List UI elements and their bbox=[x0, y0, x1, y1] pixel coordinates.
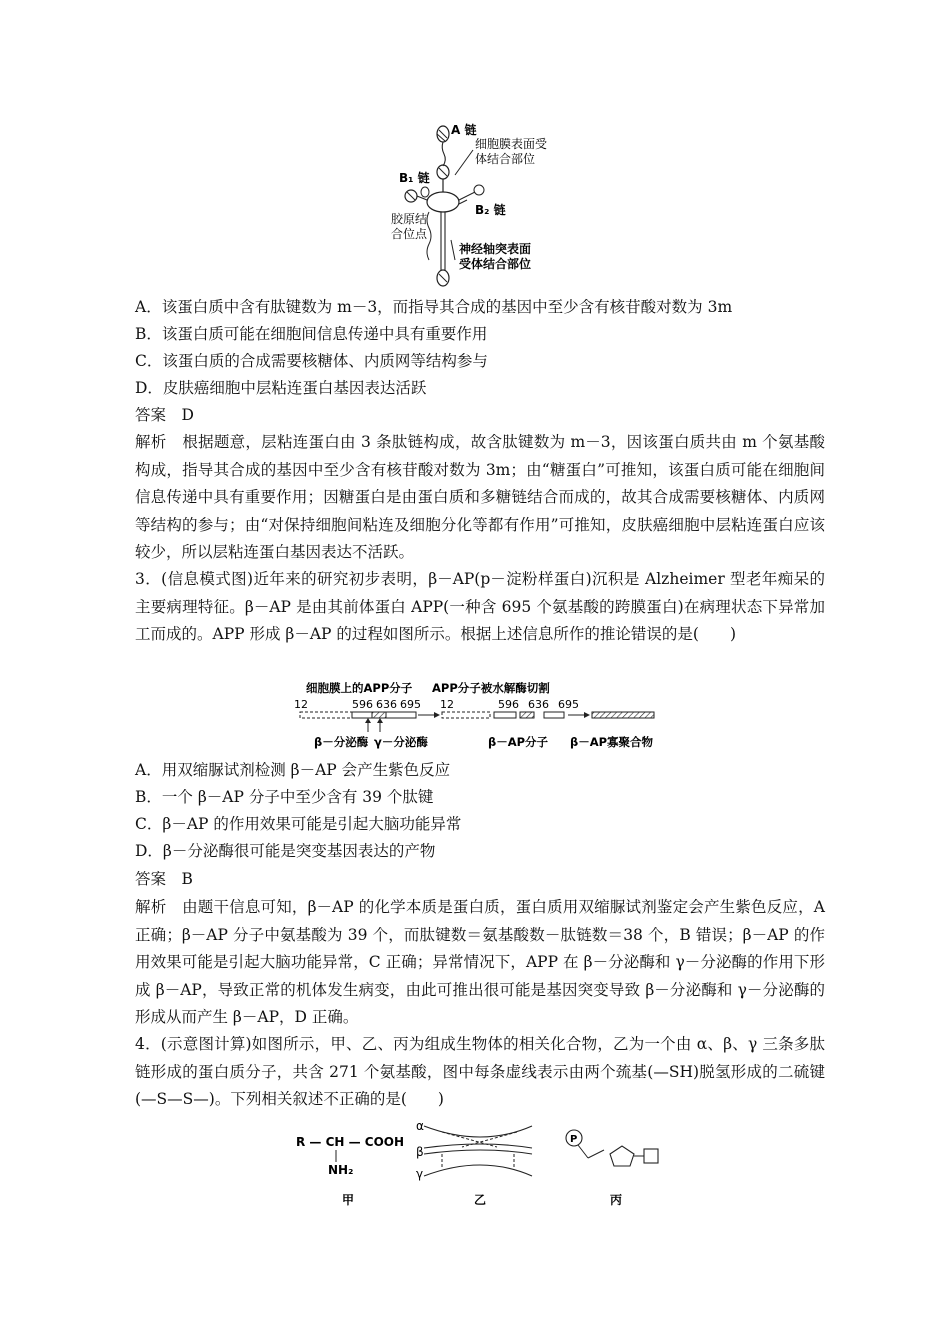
label-neuro-2: 受体结合部位 bbox=[459, 257, 532, 271]
app-num-596a: 596 bbox=[352, 698, 373, 711]
label-collagen-2: 合位点 bbox=[391, 227, 428, 241]
q3-option-a: A．用双缩脲试剂检测 β－AP 会产生紫色反应 bbox=[135, 761, 451, 779]
q3-analysis: 解析 由题干信息可知，β－AP 的化学本质是蛋白质，蛋白质用双缩脲试剂鉴定会产生紫色反应，A 正确；β－AP 分子中氨基酸为 39 个，而肽键数＝氨基酸数－肽链数＝38 个，B 错误；β－AP 的作用效果可能是引起大脑功能异常，C 正确；异常情况下，APP 在 β－分泌酶和 γ－分泌酶的作用下形成 β－AP，导致正常的机体发生病变，由此可推出很可能是基因突变导致 β－分泌酶和 γ－分泌酶的形成从而产生 β－AP，D 正确。 bbox=[135, 898, 825, 1026]
label-yi: 乙 bbox=[474, 1193, 487, 1207]
beta-label: β bbox=[416, 1145, 424, 1159]
label-bing: 丙 bbox=[610, 1193, 623, 1207]
compound-figure bbox=[292, 1118, 672, 1210]
app-title-left: 细胞膜上的APP分子 bbox=[306, 681, 413, 695]
app-num-636b: 636 bbox=[528, 698, 549, 711]
gamma-enzyme-label: γ－分泌酶 bbox=[374, 735, 428, 749]
laminin-figure bbox=[385, 120, 585, 290]
q2-option-d: D．皮肤癌细胞中层粘连蛋白基因表达活跃 bbox=[135, 379, 427, 397]
app-num-636a: 636 bbox=[376, 698, 397, 711]
q3-option-b: B．一个 β－AP 分子中至少含有 39 个肽键 bbox=[135, 788, 434, 806]
app-num-12a: 12 bbox=[294, 698, 308, 711]
q3-option-c: C．β－AP 的作用效果可能是引起大脑功能异常 bbox=[135, 815, 462, 833]
label-a-chain: A 链 bbox=[451, 123, 477, 137]
phosphate-label: P bbox=[570, 1134, 578, 1145]
app-num-12b: 12 bbox=[440, 698, 454, 711]
app-diagram bbox=[292, 680, 672, 750]
q2-option-a: A．该蛋白质中含有肽键数为 m－3，而指导其合成的基因中至少含有核苷酸对数为 3m bbox=[135, 298, 733, 316]
q2-option-c: C．该蛋白质的合成需要核糖体、内质网等结构参与 bbox=[135, 352, 488, 370]
q4-stem: 4．(示意图计算)如图所示，甲、乙、丙为组成生物体的相关化合物，乙为一个由 α、β、γ 三条多肽链形成的蛋白质分子，共含 271 个氨基酸，图中每条虚线表示由两个巯基(—SH)脱氢形成的二硫键(—S—S—)。下列相关叙述不正确的是( ) bbox=[135, 1035, 825, 1108]
label-jia: 甲 bbox=[342, 1193, 355, 1207]
beta-ap-aggregate-label: β－AP寡聚合物 bbox=[570, 735, 654, 749]
app-num-596b: 596 bbox=[498, 698, 519, 711]
compound-diagram bbox=[292, 1118, 672, 1210]
label-neuro-1: 神经轴突表面 bbox=[459, 242, 532, 256]
label-cell-receptor-2: 体结合部位 bbox=[475, 152, 536, 166]
app-num-695a: 695 bbox=[400, 698, 421, 711]
q3-stem: 3．(信息模式图)近年来的研究初步表明，β－AP(p－淀粉样蛋白)沉积是 Alzheimer 型老年痴呆的主要病理特征。β－AP 是由其前体蛋白 APP(一种含 695 个氨基酸的跨膜蛋白)在病理状态下异常加工而成的。APP 形成 β－AP 的过程如图所示。根据上述信息所作的推论错误的是( ) bbox=[135, 570, 825, 643]
q2-analysis: 解析 根据题意，层粘连蛋白由 3 条肽链构成，故含肽键数为 m－3，因该蛋白质共由 m 个氨基酸构成，指导其合成的基因中至少含有核苷酸对数为 3m；由“糖蛋白”可推知，该蛋白质可能在细胞间信息传递中具有重要作用；因糖蛋白是由蛋白质和多糖链结合而成的，故其合成需要核糖体、内质网等结构的参与；由“对保持细胞间粘连及细胞分化等都有作用”可推知，皮肤癌细胞中层粘连蛋白应该较少，所以层粘连蛋白基因表达不活跃。 bbox=[135, 433, 825, 561]
label-cell-receptor-1: 细胞膜表面受 bbox=[475, 137, 548, 151]
q3-option-d: D．β－分泌酶很可能是突变基因表达的产物 bbox=[135, 842, 436, 860]
gamma-label: γ bbox=[416, 1167, 424, 1181]
amino-group: NH₂ bbox=[328, 1163, 354, 1177]
app-num-695b: 695 bbox=[558, 698, 579, 711]
label-collagen-1: 胶原结 bbox=[391, 212, 428, 226]
beta-ap-molecule-label: β－AP分子 bbox=[488, 735, 549, 749]
q3-answer: 答案 B bbox=[135, 870, 193, 888]
q2-answer: 答案 D bbox=[135, 406, 194, 424]
q2-option-b: B．该蛋白质可能在细胞间信息传递中具有重要作用 bbox=[135, 325, 488, 343]
label-b1-chain: B₁ 链 bbox=[399, 171, 430, 185]
beta-enzyme-label: β－分泌酶 bbox=[314, 735, 369, 749]
amino-acid-formula: R — CH — COOH bbox=[296, 1135, 405, 1149]
label-b2-chain: B₂ 链 bbox=[475, 203, 506, 217]
alpha-label: α bbox=[416, 1119, 424, 1133]
laminin-diagram bbox=[385, 120, 585, 290]
app-figure bbox=[292, 680, 672, 750]
app-title-right: APP分子被水解酶切割 bbox=[432, 681, 550, 695]
